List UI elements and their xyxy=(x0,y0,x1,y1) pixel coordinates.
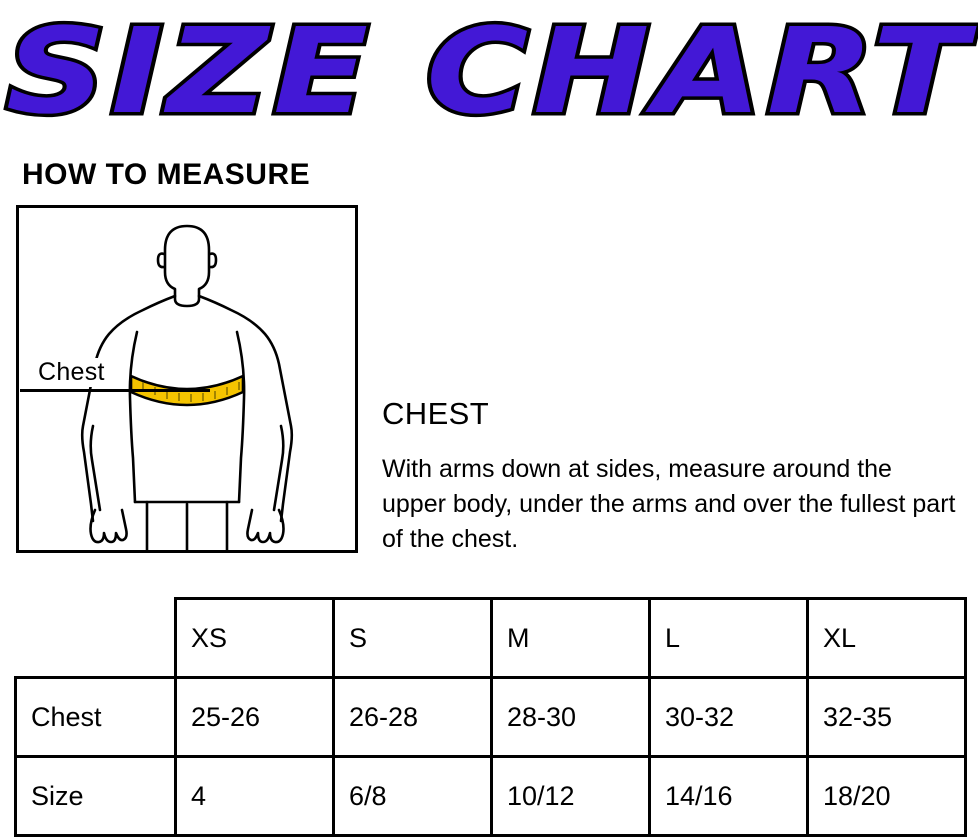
table-cell: 26-28 xyxy=(334,678,492,757)
table-cell: 4 xyxy=(176,757,334,836)
description-heading: CHEST xyxy=(382,396,490,431)
table-cell: 32-35 xyxy=(808,678,966,757)
table-column-header: S xyxy=(334,599,492,678)
chest-callout-line xyxy=(20,389,210,392)
table-cell: 30-32 xyxy=(650,678,808,757)
table-cell: 18/20 xyxy=(808,757,966,836)
table-column-header: M xyxy=(492,599,650,678)
table-row xyxy=(16,757,966,836)
how-to-measure-heading: HOW TO MEASURE xyxy=(22,158,311,191)
table-row xyxy=(16,678,966,757)
page-title-banner xyxy=(0,0,978,146)
table-corner-cell xyxy=(16,599,176,678)
table-column-header: XL xyxy=(808,599,966,678)
table-column-header: XS xyxy=(176,599,334,678)
table-cell: 10/12 xyxy=(492,757,650,836)
size-table xyxy=(14,597,967,837)
table-cell: 28-30 xyxy=(492,678,650,757)
table-row-label: Chest xyxy=(16,678,176,757)
table-row-label: Size xyxy=(16,757,176,836)
description-body: With arms down at sides, measure around the upper body, under the arms and over the fullest part of the chest. xyxy=(382,455,956,553)
table-cell: 6/8 xyxy=(334,757,492,836)
table-header-row xyxy=(16,599,966,678)
chest-callout-label: Chest xyxy=(38,358,105,386)
page-title: SIZE CHART xyxy=(5,2,973,140)
table-cell: 14/16 xyxy=(650,757,808,836)
table-cell: 25-26 xyxy=(176,678,334,757)
table-column-header: L xyxy=(650,599,808,678)
